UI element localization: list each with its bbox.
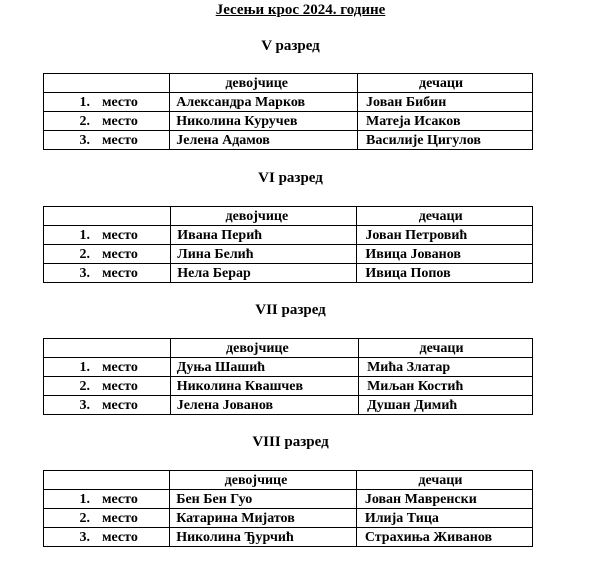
place-label: место <box>102 265 138 281</box>
table-header-row <box>44 74 533 93</box>
table-row <box>44 112 533 131</box>
header-empty-cell <box>44 471 170 490</box>
girl-name: Нела Берар <box>171 264 357 283</box>
place-number: 2. <box>79 113 90 129</box>
place-number: 2. <box>79 246 90 262</box>
grade-heading-vi: VI разред <box>258 170 323 186</box>
place-label: место <box>102 510 138 526</box>
place-label: место <box>102 132 138 148</box>
girl-name: Николина Куручев <box>170 112 358 131</box>
boy-name: Василије Цигулов <box>358 131 533 150</box>
place-label: место <box>102 378 138 394</box>
place-number: 3. <box>79 265 90 281</box>
place-number: 1. <box>79 491 90 507</box>
header-empty-cell <box>44 207 171 226</box>
place-cell <box>44 226 171 245</box>
girl-name: Лина Белић <box>171 245 357 264</box>
girl-name: Јелена Адамов <box>170 131 358 150</box>
girl-name: Николина Квашчев <box>170 377 358 396</box>
girl-name: Ивана Перић <box>171 226 357 245</box>
header-girls: девојчице <box>170 339 358 358</box>
results-table-vii <box>43 338 533 415</box>
boy-name: Душан Димић <box>359 396 533 415</box>
place-number: 3. <box>79 397 90 413</box>
place-label: место <box>102 227 138 243</box>
place-number: 3. <box>79 529 90 545</box>
place-cell <box>44 396 171 415</box>
page-title: Јесењи крос 2024. године <box>215 2 386 18</box>
table-header-row <box>44 339 533 358</box>
place-number: 2. <box>79 378 90 394</box>
place-cell <box>44 264 171 283</box>
table-row <box>44 490 533 509</box>
table-header-row <box>44 207 533 226</box>
place-cell <box>44 377 171 396</box>
table-row <box>44 264 533 283</box>
place-cell <box>44 245 171 264</box>
place-label: место <box>102 529 138 545</box>
grade-heading-viii: VIII разред <box>252 434 329 450</box>
header-girls: девојчице <box>171 207 357 226</box>
results-table-v <box>43 73 533 150</box>
place-label: место <box>102 113 138 129</box>
boy-name: Илија Тица <box>356 509 532 528</box>
girl-name: Александра Марков <box>170 93 358 112</box>
place-cell <box>44 131 170 150</box>
place-label: место <box>102 359 138 375</box>
header-empty-cell <box>44 339 171 358</box>
girl-name: Николина Ђурчић <box>170 528 357 547</box>
boy-name: Јован Мавренски <box>356 490 532 509</box>
place-number: 1. <box>79 227 90 243</box>
table-row <box>44 377 533 396</box>
girl-name: Дуња Шашић <box>170 358 358 377</box>
place-number: 1. <box>79 359 90 375</box>
place-label: место <box>102 397 138 413</box>
table-row <box>44 226 533 245</box>
table-row <box>44 358 533 377</box>
place-cell <box>44 528 170 547</box>
header-girls: девојчице <box>170 471 357 490</box>
place-cell <box>44 490 170 509</box>
grade-heading-v: V разред <box>261 38 320 54</box>
place-cell <box>44 509 170 528</box>
results-table-vi <box>43 206 533 283</box>
header-boys: дечаци <box>358 74 533 93</box>
place-number: 3. <box>79 132 90 148</box>
place-label: место <box>102 94 138 110</box>
boy-name: Матеја Исаков <box>358 112 533 131</box>
grade-heading-vii: VII разред <box>255 302 326 318</box>
header-girls: девојчице <box>170 74 358 93</box>
boy-name: Миљан Костић <box>359 377 533 396</box>
place-cell <box>44 358 171 377</box>
boy-name: Мића Златар <box>359 358 533 377</box>
table-row <box>44 396 533 415</box>
place-number: 2. <box>79 510 90 526</box>
boy-name: Ивица Попов <box>357 264 533 283</box>
place-cell <box>44 112 170 131</box>
place-label: место <box>102 491 138 507</box>
boy-name: Јован Бибин <box>358 93 533 112</box>
header-boys: дечаци <box>356 471 532 490</box>
header-boys: дечаци <box>359 339 533 358</box>
place-number: 1. <box>79 94 90 110</box>
boy-name: Ивица Јованов <box>357 245 533 264</box>
boy-name: Јован Петровић <box>357 226 533 245</box>
place-cell <box>44 93 170 112</box>
table-row <box>44 245 533 264</box>
girl-name: Бен Бен Гуо <box>170 490 357 509</box>
table-row <box>44 131 533 150</box>
girl-name: Јелена Јованов <box>170 396 358 415</box>
table-row <box>44 528 533 547</box>
boy-name: Страхиња Живанов <box>356 528 532 547</box>
header-boys: дечаци <box>357 207 533 226</box>
place-label: место <box>102 246 138 262</box>
header-empty-cell <box>44 74 170 93</box>
results-table-viii <box>43 470 533 547</box>
girl-name: Катарина Мијатов <box>170 509 357 528</box>
table-row <box>44 509 533 528</box>
table-header-row <box>44 471 533 490</box>
table-row <box>44 93 533 112</box>
